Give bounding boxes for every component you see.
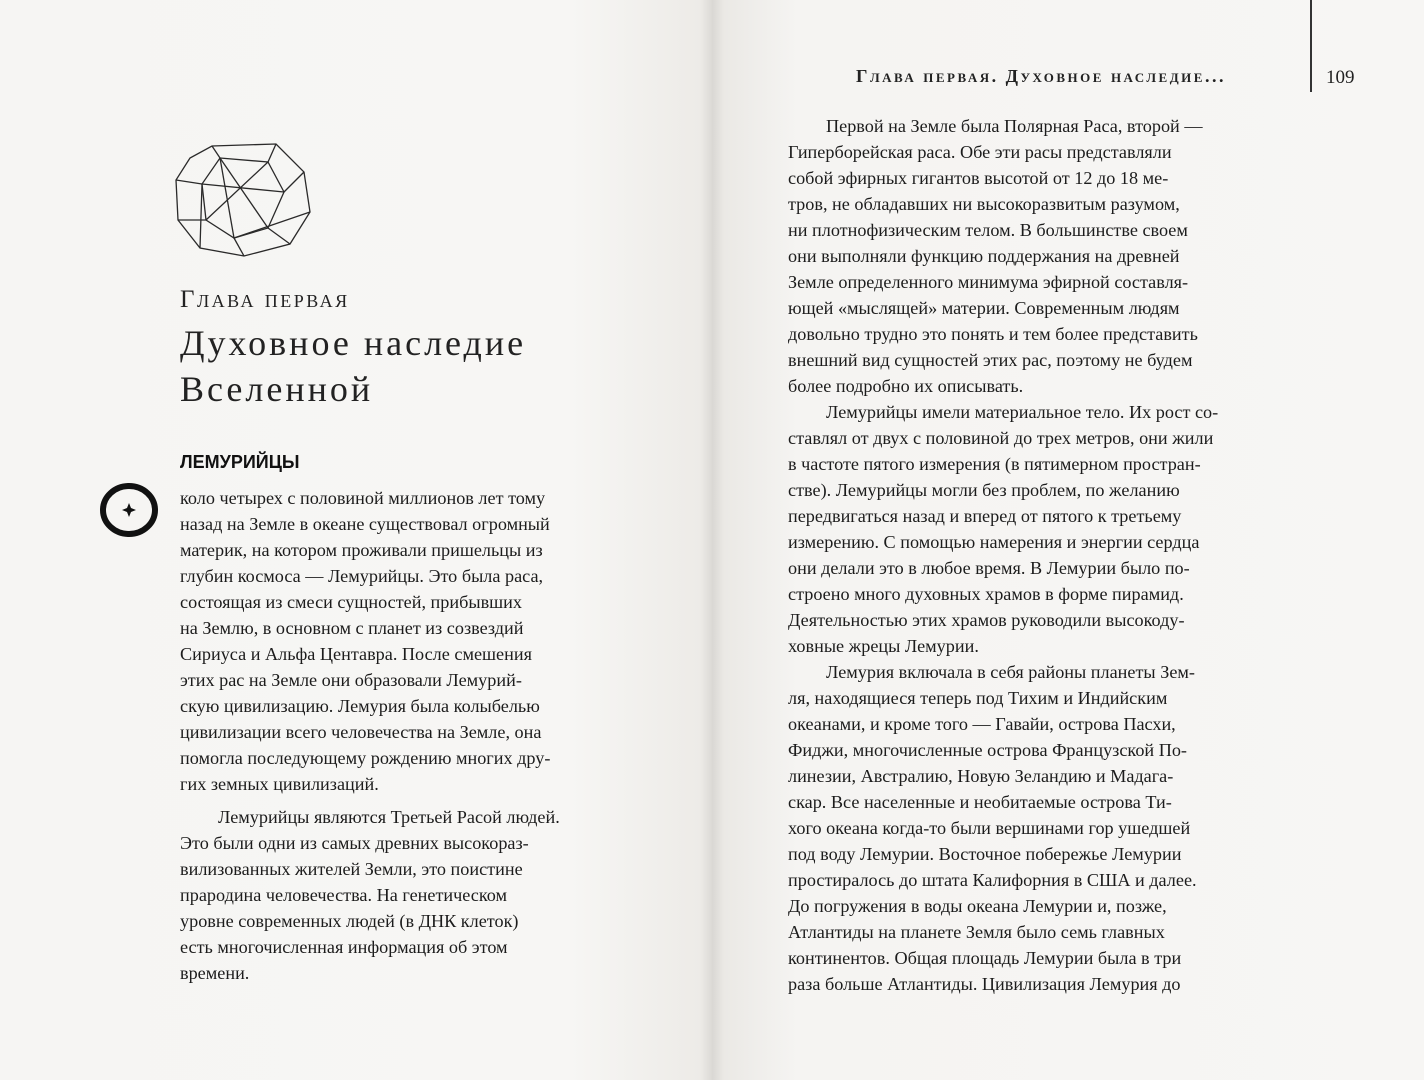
left-paragraph-1-line: глубин космоса — Лемурийцы. Это была раса, <box>180 566 544 586</box>
right-text-line: они выполняли функцию поддержания на древней <box>788 246 1180 266</box>
right-page-text <box>788 113 1308 997</box>
left-paragraph-1-line: скую цивилизацию. Лемурия была колыбелью <box>180 696 540 716</box>
section-heading: ЛЕМУРИЙЦЫ <box>180 452 300 472</box>
chapter-title <box>180 320 680 412</box>
right-text-line: измерению. С помощью намерения и энергии сердца <box>788 532 1200 552</box>
left-paragraph-1-line: состоящая из смеси сущностей, прибывших <box>180 592 523 612</box>
running-head: Глава первая. Духовное наследие... <box>856 66 1226 86</box>
left-paragraph-1-line: Сириуса и Альфа Центавра. После смешения <box>180 644 532 664</box>
right-text-line: Первой на Земле была Полярная Раса, второй — <box>826 116 1203 136</box>
left-paragraph-2-line: прародина человечества. На генетическом <box>180 885 508 905</box>
page-number: 109 <box>1326 67 1355 88</box>
right-text-line: Атлантиды на планете Земля было семь главных <box>788 922 1165 942</box>
right-text-line: ховные жрецы Лемурии. <box>788 636 979 656</box>
left-paragraph-2-line: уровне современных людей (в ДНК клеток) <box>180 911 519 931</box>
left-paragraph-1-line: этих рас на Земле они образовали Лемурий- <box>180 670 522 690</box>
right-text-line: передвигаться назад и вперед от пятого к третьему <box>788 506 1182 526</box>
left-paragraph-2-line: Лемурийцы являются Третьей Расой людей. <box>218 807 560 827</box>
left-paragraph-1-line: коло четырех с половиной миллионов лет тому <box>180 488 546 508</box>
left-paragraph-1-line: материк, на котором проживали пришельцы из <box>180 540 543 560</box>
chapter-title-line-2: Вселенной <box>180 369 374 409</box>
right-text-line: под воду Лемурии. Восточное побережье Лемурии <box>788 844 1182 864</box>
right-text-line: ни плотнофизическим телом. В большинстве своем <box>788 220 1188 240</box>
right-text-line: Земле определенного минимума эфирной составля- <box>788 272 1189 292</box>
left-paragraph-1-line: гих земных цивилизаций. <box>180 774 379 794</box>
right-text-line: строено много духовных храмов в форме пирамид. <box>788 584 1184 604</box>
book-gutter <box>700 0 724 1080</box>
left-paragraph-2-line: Это были одни из самых древних высокораз- <box>180 833 529 853</box>
dodecahedron-ornament-icon <box>172 140 312 258</box>
right-text-line: континентов. Общая площадь Лемурии была в три <box>788 948 1182 968</box>
right-text-line: внешний вид сущностей этих рас, поэтому не будем <box>788 350 1193 370</box>
right-text-line: Лемурия включала в себя районы планеты Зем- <box>826 662 1195 682</box>
right-text-line: океанами, и кроме того — Гавайи, острова Пасхи, <box>788 714 1176 734</box>
right-text-line: ставлял от двух с половиной до трех метров, они жили <box>788 428 1214 448</box>
left-paragraph-1-line: помогла последующему рождению многих дру- <box>180 748 551 768</box>
right-text-line: линезии, Австралию, Новую Зеландию и Мадага- <box>788 766 1174 786</box>
right-text-line: Гиперборейская раса. Обе эти расы представляли <box>788 142 1172 162</box>
right-text-line: До погружения в воды океана Лемурии и, позже, <box>788 896 1167 916</box>
right-text-line: хого океана когда-то были вершинами гор ушедшей <box>788 818 1191 838</box>
dropcap-letter-o-icon <box>98 482 160 538</box>
right-text-line: довольно трудно это понять и тем более представить <box>788 324 1198 344</box>
right-text-line: ющей «мыслящей» материи. Современным людям <box>788 298 1180 318</box>
right-text-line: в частоте пятого измерения (в пятимерном простран- <box>788 454 1201 474</box>
right-text-line: они делали это в любое время. В Лемурии было по- <box>788 558 1190 578</box>
chapter-title-line-1: Духовное наследие <box>180 323 527 363</box>
right-text-line: простиралось до штата Калифорния в США и далее. <box>788 870 1197 890</box>
running-head-rule <box>1310 0 1312 92</box>
right-text-line: Деятельностью этих храмов руководили высокоду- <box>788 610 1185 630</box>
left-paragraph-2-line: вилизованных жителей Земли, это поистине <box>180 859 523 879</box>
left-paragraph-2-line: времени. <box>180 963 250 983</box>
chapter-label: Глава первая <box>180 286 350 313</box>
right-text-line: собой эфирных гигантов высотой от 12 до 18 ме- <box>788 168 1169 188</box>
left-paragraph-1-line: назад на Земле в океане существовал огромный <box>180 514 550 534</box>
left-paragraph-2 <box>180 804 642 986</box>
left-paragraph-2-line: есть многочисленная информация об этом <box>180 937 508 957</box>
left-paragraph-1 <box>180 485 642 797</box>
left-paragraph-1-line: цивилизации всего человечества на Земле, она <box>180 722 542 742</box>
right-text-line: более подробно их описывать. <box>788 376 1024 396</box>
right-text-line: тров, не обладавших ни высокоразвитым разумом, <box>788 194 1180 214</box>
right-text-line: Фиджи, многочисленные острова Французской По- <box>788 740 1187 760</box>
left-paragraph-1-line: на Землю, в основном с планет из созвездий <box>180 618 524 638</box>
right-text-line: ля, находящиеся теперь под Тихим и Индийским <box>788 688 1168 708</box>
right-text-line: раза больше Атлантиды. Цивилизация Лемурия до <box>788 974 1181 994</box>
right-text-line: стве). Лемурийцы могли без проблем, по желанию <box>788 480 1180 500</box>
right-text-line: скар. Все населенные и необитаемые острова Ти- <box>788 792 1172 812</box>
right-text-line: Лемурийцы имели материальное тело. Их рост со- <box>826 402 1219 422</box>
